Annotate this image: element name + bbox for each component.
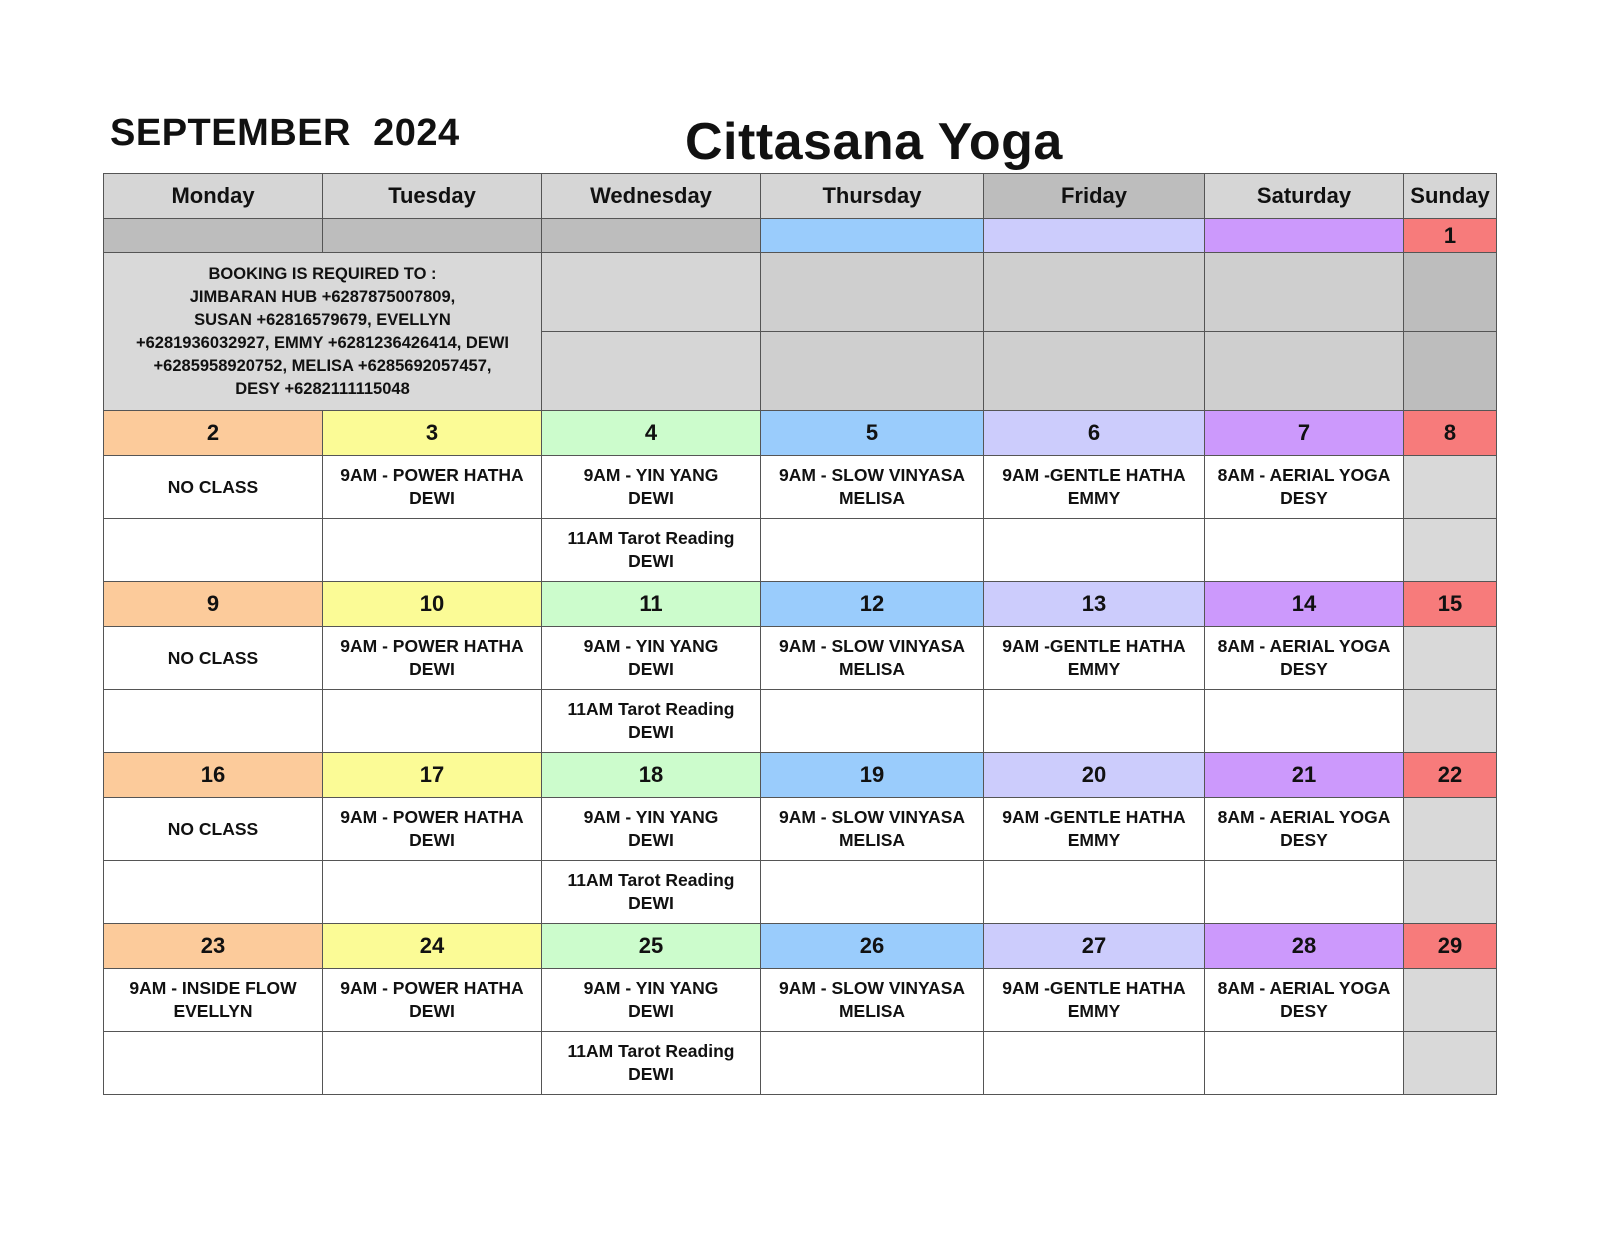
- cell-text-line: DEWI: [628, 551, 674, 571]
- empty-cell: [1205, 253, 1404, 332]
- empty-cell: [1205, 861, 1404, 924]
- class-cell: [104, 798, 323, 861]
- cell-text-line: NO CLASS: [167, 647, 259, 668]
- empty-cell: [1404, 798, 1497, 861]
- calendar-table: [103, 173, 1497, 1095]
- empty-cell: [323, 690, 542, 753]
- empty-cell: [1404, 456, 1497, 519]
- empty-cell: [104, 861, 323, 924]
- booking-info: [104, 253, 542, 411]
- date-cell: 3: [323, 411, 542, 456]
- empty-cell: [1205, 519, 1404, 582]
- class-cell: [323, 627, 542, 690]
- cell-text-line: EMMY: [1067, 830, 1121, 850]
- date-cell: 11: [542, 582, 761, 627]
- empty-cell: [104, 519, 323, 582]
- cell-text-line: DEWI: [628, 722, 674, 742]
- date-cell: 13: [984, 582, 1205, 627]
- cell-text-line: DEWI: [628, 659, 674, 679]
- cell-text-line: DEWI: [628, 1001, 674, 1021]
- cell-text-line: DEWI: [628, 1064, 674, 1084]
- cell-text-line: 9AM - POWER HATHA: [340, 465, 524, 485]
- class-cell: [542, 690, 761, 753]
- date-cell: 8: [1404, 411, 1497, 456]
- cell-text-line: DEWI: [628, 893, 674, 913]
- empty-date-cell: [761, 219, 984, 253]
- date-row: [104, 753, 1497, 798]
- cell-text-line: NO CLASS: [167, 476, 259, 497]
- class-cell: [542, 969, 761, 1032]
- empty-date-cell: [323, 219, 542, 253]
- studio-title: Cittasana Yoga: [685, 113, 1063, 171]
- empty-cell: [984, 690, 1205, 753]
- empty-cell: [104, 1032, 323, 1095]
- empty-date-cell: [542, 219, 761, 253]
- empty-cell: [1205, 690, 1404, 753]
- cell-text-line: DEWI: [409, 830, 455, 850]
- date-cell: 23: [104, 924, 323, 969]
- cell-text-line: 11AM Tarot Reading: [567, 699, 735, 719]
- empty-date-cell: [1205, 219, 1404, 253]
- cell-text-line: 11AM Tarot Reading: [567, 528, 735, 548]
- date-cell: 12: [761, 582, 984, 627]
- cell-text-line: 8AM - AERIAL YOGA: [1217, 465, 1391, 485]
- cell-text-line: 11AM Tarot Reading: [567, 870, 735, 890]
- cell-text-line: 11AM Tarot Reading: [567, 1041, 735, 1061]
- extra-class-row: [104, 861, 1497, 924]
- class-cell: [104, 456, 323, 519]
- cell-text-line: 8AM - AERIAL YOGA: [1217, 636, 1391, 656]
- empty-cell: [1404, 519, 1497, 582]
- booking-line: SUSAN +62816579679, EVELLYN: [194, 310, 451, 329]
- class-cell: [104, 627, 323, 690]
- date-cell: 2: [104, 411, 323, 456]
- empty-cell: [1404, 969, 1497, 1032]
- class-row: [104, 969, 1497, 1032]
- date-cell: 27: [984, 924, 1205, 969]
- class-cell: [1205, 456, 1404, 519]
- empty-cell: [542, 253, 761, 332]
- extra-class-row: [104, 690, 1497, 753]
- cell-text-line: EVELLYN: [173, 1001, 253, 1021]
- cell-text-line: DEWI: [628, 830, 674, 850]
- empty-cell: [1404, 332, 1497, 411]
- empty-cell: [984, 1032, 1205, 1095]
- class-cell: [542, 627, 761, 690]
- cell-text-line: DEWI: [409, 488, 455, 508]
- class-cell: [323, 456, 542, 519]
- date-cell: 21: [1205, 753, 1404, 798]
- class-cell: [542, 861, 761, 924]
- class-row: [104, 627, 1497, 690]
- booking-line: BOOKING IS REQUIRED TO :: [208, 264, 437, 283]
- cell-text-line: 8AM - AERIAL YOGA: [1217, 807, 1391, 827]
- empty-cell: [542, 332, 761, 411]
- empty-cell: [761, 253, 984, 332]
- class-cell: [984, 969, 1205, 1032]
- class-cell: [984, 627, 1205, 690]
- cell-text-line: EMMY: [1067, 488, 1121, 508]
- class-row: [104, 798, 1497, 861]
- empty-date-cell: [984, 219, 1205, 253]
- date-cell: 18: [542, 753, 761, 798]
- cell-text-line: 9AM - POWER HATHA: [340, 978, 524, 998]
- empty-cell: [323, 1032, 542, 1095]
- cell-text-line: MELISA: [838, 488, 906, 508]
- weekday-header: Sunday: [1404, 174, 1497, 219]
- class-cell: [542, 1032, 761, 1095]
- booking-line: +6285958920752, MELISA +6285692057457,: [153, 356, 492, 375]
- weekday-header: Monday: [104, 174, 323, 219]
- empty-cell: [984, 253, 1205, 332]
- first-week-date-row: [104, 219, 1497, 253]
- class-cell: [542, 519, 761, 582]
- first-week-row: [104, 253, 1497, 332]
- class-cell: [542, 456, 761, 519]
- date-cell: 16: [104, 753, 323, 798]
- month-title: SEPTEMBER 2024: [110, 112, 460, 154]
- cell-text-line: 9AM - POWER HATHA: [340, 807, 524, 827]
- class-cell: [104, 969, 323, 1032]
- cell-text-line: DEWI: [409, 659, 455, 679]
- cell-text-line: MELISA: [838, 830, 906, 850]
- empty-cell: [1205, 1032, 1404, 1095]
- cell-text-line: 9AM - SLOW VINYASA: [778, 465, 966, 485]
- cell-text-line: DEWI: [409, 1001, 455, 1021]
- cell-text-line: EMMY: [1067, 1001, 1121, 1021]
- class-row: [104, 456, 1497, 519]
- date-cell: 22: [1404, 753, 1497, 798]
- class-cell: [984, 456, 1205, 519]
- empty-cell: [761, 861, 984, 924]
- cell-text-line: 9AM -GENTLE HATHA: [1002, 978, 1186, 998]
- cell-text-line: DESY: [1280, 830, 1328, 850]
- date-cell: 1: [1404, 219, 1497, 253]
- date-cell: 4: [542, 411, 761, 456]
- class-cell: [761, 456, 984, 519]
- date-cell: 28: [1205, 924, 1404, 969]
- cell-text-line: DESY: [1280, 659, 1328, 679]
- empty-cell: [1205, 332, 1404, 411]
- weekday-header: Saturday: [1205, 174, 1404, 219]
- class-cell: [542, 798, 761, 861]
- empty-cell: [1404, 690, 1497, 753]
- cell-text-line: 8AM - AERIAL YOGA: [1217, 978, 1391, 998]
- empty-cell: [104, 690, 323, 753]
- cell-text-line: EMMY: [1067, 659, 1121, 679]
- cell-text-line: 9AM - YIN YANG: [583, 978, 719, 998]
- date-cell: 19: [761, 753, 984, 798]
- empty-cell: [323, 861, 542, 924]
- class-cell: [323, 798, 542, 861]
- class-cell: [984, 798, 1205, 861]
- date-cell: 26: [761, 924, 984, 969]
- booking-line: DESY +6282111115048: [235, 379, 410, 398]
- cell-text-line: 9AM - INSIDE FLOW: [129, 978, 297, 998]
- date-cell: 6: [984, 411, 1205, 456]
- booking-line: JIMBARAN HUB +6287875007809,: [189, 287, 456, 306]
- date-cell: 24: [323, 924, 542, 969]
- empty-cell: [1404, 1032, 1497, 1095]
- empty-cell: [1404, 627, 1497, 690]
- cell-text-line: DEWI: [628, 488, 674, 508]
- weekday-header: Thursday: [761, 174, 984, 219]
- class-cell: [1205, 627, 1404, 690]
- date-cell: 14: [1205, 582, 1404, 627]
- empty-date-cell: [104, 219, 323, 253]
- empty-cell: [761, 1032, 984, 1095]
- empty-cell: [323, 519, 542, 582]
- cell-text-line: DESY: [1280, 1001, 1328, 1021]
- date-row: [104, 924, 1497, 969]
- weekday-header: Friday: [984, 174, 1205, 219]
- cell-text-line: 9AM - YIN YANG: [583, 636, 719, 656]
- date-cell: 17: [323, 753, 542, 798]
- booking-line: +6281936032927, EMMY +6281236426414, DEWI: [135, 333, 510, 352]
- cell-text-line: MELISA: [838, 1001, 906, 1021]
- empty-cell: [984, 332, 1205, 411]
- extra-class-row: [104, 519, 1497, 582]
- cell-text-line: 9AM - YIN YANG: [583, 807, 719, 827]
- cell-text-line: MELISA: [838, 659, 906, 679]
- empty-cell: [984, 519, 1205, 582]
- weekday-header-row: [104, 174, 1497, 219]
- cell-text-line: NO CLASS: [167, 818, 259, 839]
- cell-text-line: 9AM - SLOW VINYASA: [778, 636, 966, 656]
- date-cell: 29: [1404, 924, 1497, 969]
- date-cell: 15: [1404, 582, 1497, 627]
- cell-text-line: 9AM -GENTLE HATHA: [1002, 465, 1186, 485]
- extra-class-row: [104, 1032, 1497, 1095]
- cell-text-line: 9AM - SLOW VINYASA: [778, 807, 966, 827]
- class-cell: [1205, 798, 1404, 861]
- empty-cell: [1404, 861, 1497, 924]
- date-cell: 20: [984, 753, 1205, 798]
- class-cell: [761, 969, 984, 1032]
- class-cell: [761, 798, 984, 861]
- cell-text-line: 9AM - YIN YANG: [583, 465, 719, 485]
- empty-cell: [761, 332, 984, 411]
- empty-cell: [1404, 253, 1497, 332]
- cell-text-line: 9AM -GENTLE HATHA: [1002, 807, 1186, 827]
- cell-text-line: 9AM - POWER HATHA: [340, 636, 524, 656]
- date-cell: 10: [323, 582, 542, 627]
- weekday-header: Tuesday: [323, 174, 542, 219]
- cell-text-line: 9AM -GENTLE HATHA: [1002, 636, 1186, 656]
- empty-cell: [761, 519, 984, 582]
- class-cell: [1205, 969, 1404, 1032]
- date-row: [104, 582, 1497, 627]
- date-cell: 25: [542, 924, 761, 969]
- cell-text-line: 9AM - SLOW VINYASA: [778, 978, 966, 998]
- empty-cell: [984, 861, 1205, 924]
- date-cell: 5: [761, 411, 984, 456]
- class-cell: [761, 627, 984, 690]
- cell-text-line: DESY: [1280, 488, 1328, 508]
- weekday-header: Wednesday: [542, 174, 761, 219]
- class-cell: [323, 969, 542, 1032]
- date-cell: 9: [104, 582, 323, 627]
- date-cell: 7: [1205, 411, 1404, 456]
- empty-cell: [761, 690, 984, 753]
- date-row: [104, 411, 1497, 456]
